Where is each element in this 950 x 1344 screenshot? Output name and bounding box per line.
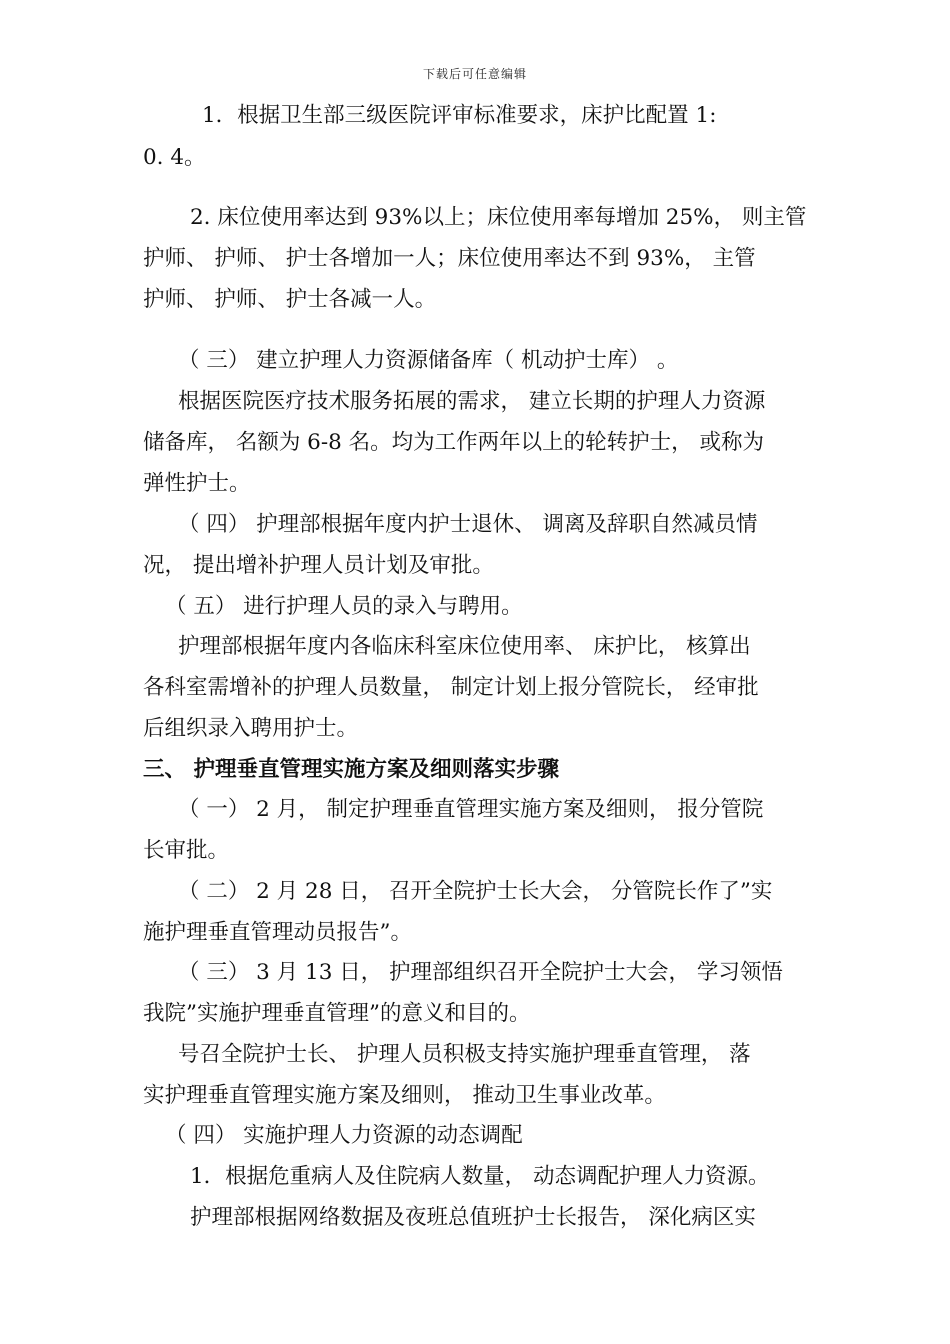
paragraph-line: 护师、 护师、 护士各减一人。 bbox=[143, 287, 437, 312]
section-heading: （ 五） 进行护理人员的录入与聘用。 bbox=[165, 594, 523, 619]
paragraph-line: 2. 床位使用率达到 93%以上；床位使用率每增加 25%， 则主管 bbox=[190, 205, 807, 230]
section-heading: （ 四） 护理部根据年度内护士退休、 调离及辞职自然减员情 bbox=[178, 512, 758, 537]
paragraph-line: 我院”实施护理垂直管理”的意义和目的。 bbox=[143, 1001, 531, 1026]
paragraph-line: 1．根据卫生部三级医院评审标准要求，床护比配置 1: bbox=[202, 103, 717, 128]
paragraph-line: 施护理垂直管理动员报告”。 bbox=[143, 920, 412, 945]
paragraph-line: 号召全院护士长、 护理人员积极支持实施护理垂直管理， 落 bbox=[178, 1042, 751, 1067]
paragraph-line: 护师、 护师、 护士各增加一人；床位使用率达不到 93%， 主管 bbox=[143, 246, 756, 271]
paragraph-line: 0. 4。 bbox=[143, 145, 206, 170]
paragraph-line: 长审批。 bbox=[143, 838, 230, 863]
chapter-heading: 三、 护理垂直管理实施方案及细则落实步骤 bbox=[143, 757, 559, 782]
paragraph-line: 实护理垂直管理实施方案及细则， 推动卫生事业改革。 bbox=[143, 1083, 666, 1108]
paragraph-line: 况， 提出增补护理人员计划及审批。 bbox=[143, 553, 494, 578]
paragraph-line: （ 三） 3 月 13 日， 护理部组织召开全院护士大会， 学习领悟 bbox=[178, 960, 783, 985]
paragraph-line: 后组织录入聘用护士。 bbox=[143, 716, 359, 741]
paragraph-line: 根据医院医疗技术服务拓展的需求， 建立长期的护理人力资源 bbox=[178, 389, 766, 414]
paragraph-line: 储备库， 名额为 6-8 名。均为工作两年以上的轮转护士， 或称为 bbox=[143, 430, 764, 455]
paragraph-line: 1．根据危重病人及住院病人数量， 动态调配护理人力资源。 bbox=[190, 1164, 770, 1189]
page-header: 下载后可任意编辑 bbox=[422, 67, 527, 81]
paragraph-line: （ 一） 2 月， 制定护理垂直管理实施方案及细则， 报分管院 bbox=[178, 797, 764, 822]
section-heading: （ 三） 建立护理人力资源储备库（ 机动护士库） 。 bbox=[178, 348, 679, 373]
paragraph-line: 各科室需增补的护理人员数量， 制定计划上报分管院长， 经审批 bbox=[143, 675, 759, 700]
paragraph-line: 护理部根据网络数据及夜班总值班护士长报告， 深化病区实 bbox=[190, 1205, 756, 1230]
section-heading: （ 四） 实施护理人力资源的动态调配 bbox=[165, 1123, 523, 1148]
paragraph-line: （ 二） 2 月 28 日， 召开全院护士长大会， 分管院长作了”实 bbox=[178, 879, 773, 904]
paragraph-line: 护理部根据年度内各临床科室床位使用率、 床护比， 核算出 bbox=[178, 634, 751, 659]
paragraph-line: 弹性护士。 bbox=[143, 471, 251, 496]
